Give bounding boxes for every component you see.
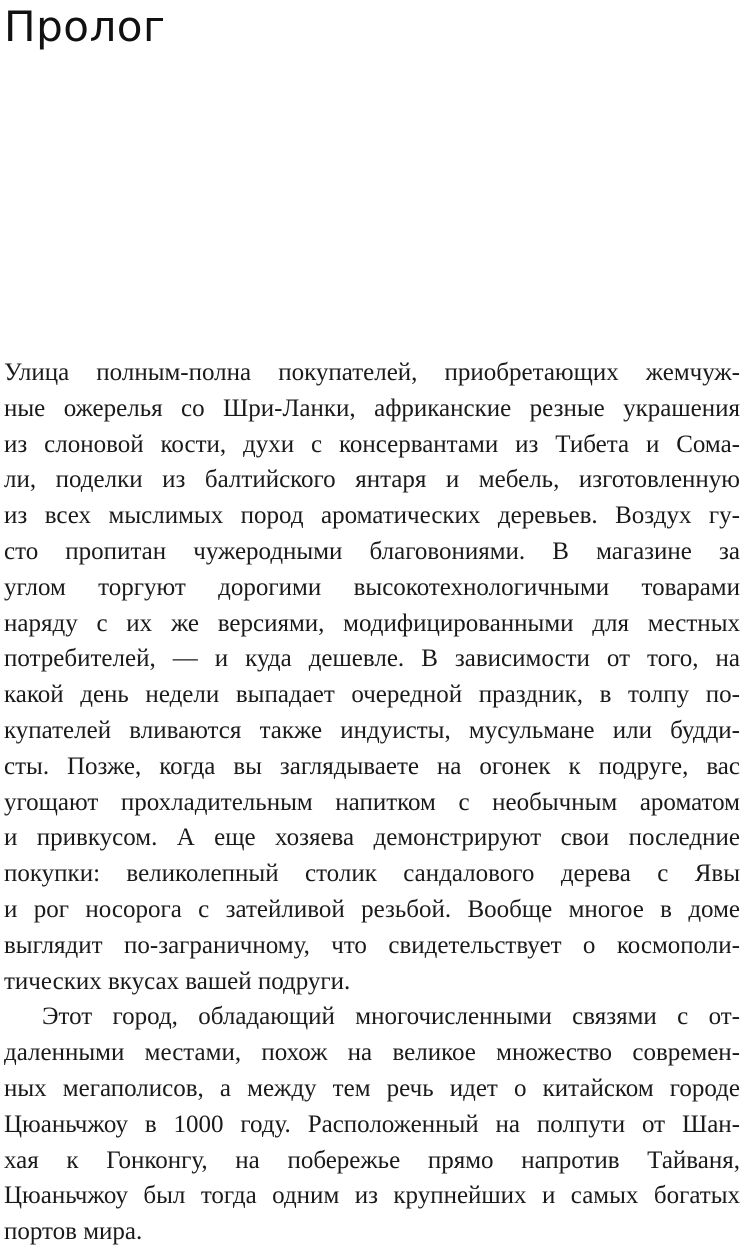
text-line: из слоновой кости, духи с консервантами из Тибета и Сома- <box>4 430 740 458</box>
text-line: наряду с их же версиями, модифицированными для местных <box>4 609 740 637</box>
text-line: и привкусом. А еще хозяева демонстрируют свои последние <box>4 824 740 852</box>
paragraph-1 <box>4 355 740 999</box>
text-line: купателей вливаются также индуисты, мусульмане или будди- <box>4 716 740 744</box>
text-line: из всех мыслимых пород ароматических деревьев. Воздух гу- <box>4 502 740 530</box>
chapter-title: Пролог <box>4 2 166 51</box>
body-text <box>4 355 740 1250</box>
text-line: ные ожерелья со Шри-Ланки, африканские резные украшения <box>4 394 740 422</box>
text-line: какой день недели выпадает очередной праздник, в толпу по- <box>4 681 740 709</box>
text-line: Улица полным-полна покупателей, приобретающих жемчуж- <box>4 359 740 386</box>
paragraph-2 <box>4 999 740 1250</box>
text-line: потребителей, — и куда дешевле. В зависимости от того, на <box>4 645 740 673</box>
text-line: выглядит по-заграничному, что свидетельствует о космополи- <box>4 931 740 959</box>
text-line: Цюаньчжоу был тогда одним из крупнейших и самых богатых <box>4 1182 740 1210</box>
text-line: сто пропитан чужеродными благовониями. В магазине за <box>4 537 740 565</box>
text-line: Цюаньчжоу в 1000 году. Расположенный на полпути от Шан- <box>4 1110 740 1138</box>
text-line: углом торгуют дорогими высокотехнологичными товарами <box>4 573 740 601</box>
text-line: сты. Позже, когда вы заглядываете на огонек к подруге, вас <box>4 752 740 780</box>
text-line: портов мира. <box>4 1218 143 1246</box>
text-line: Этот город, обладающий многочисленными связями с от- <box>42 1003 740 1031</box>
text-line: покупки: великолепный столик сандалового дерева с Явы <box>4 860 740 888</box>
text-line: и рог носорога с затейливой резьбой. Вообще многое в доме <box>4 895 740 923</box>
text-line: ных мегаполисов, а между тем речь идет о китайском городе <box>4 1074 740 1102</box>
text-line: тических вкусах вашей подруги. <box>4 967 351 995</box>
text-line: хая к Гонконгу, на побережье прямо напротив Тайваня, <box>4 1146 740 1174</box>
text-line: угощают прохладительным напитком с необычным ароматом <box>4 788 740 816</box>
text-line: ли, поделки из балтийского янтаря и мебель, изготовленную <box>4 466 740 494</box>
text-line: даленными местами, похож на великое множество современ- <box>4 1039 740 1067</box>
